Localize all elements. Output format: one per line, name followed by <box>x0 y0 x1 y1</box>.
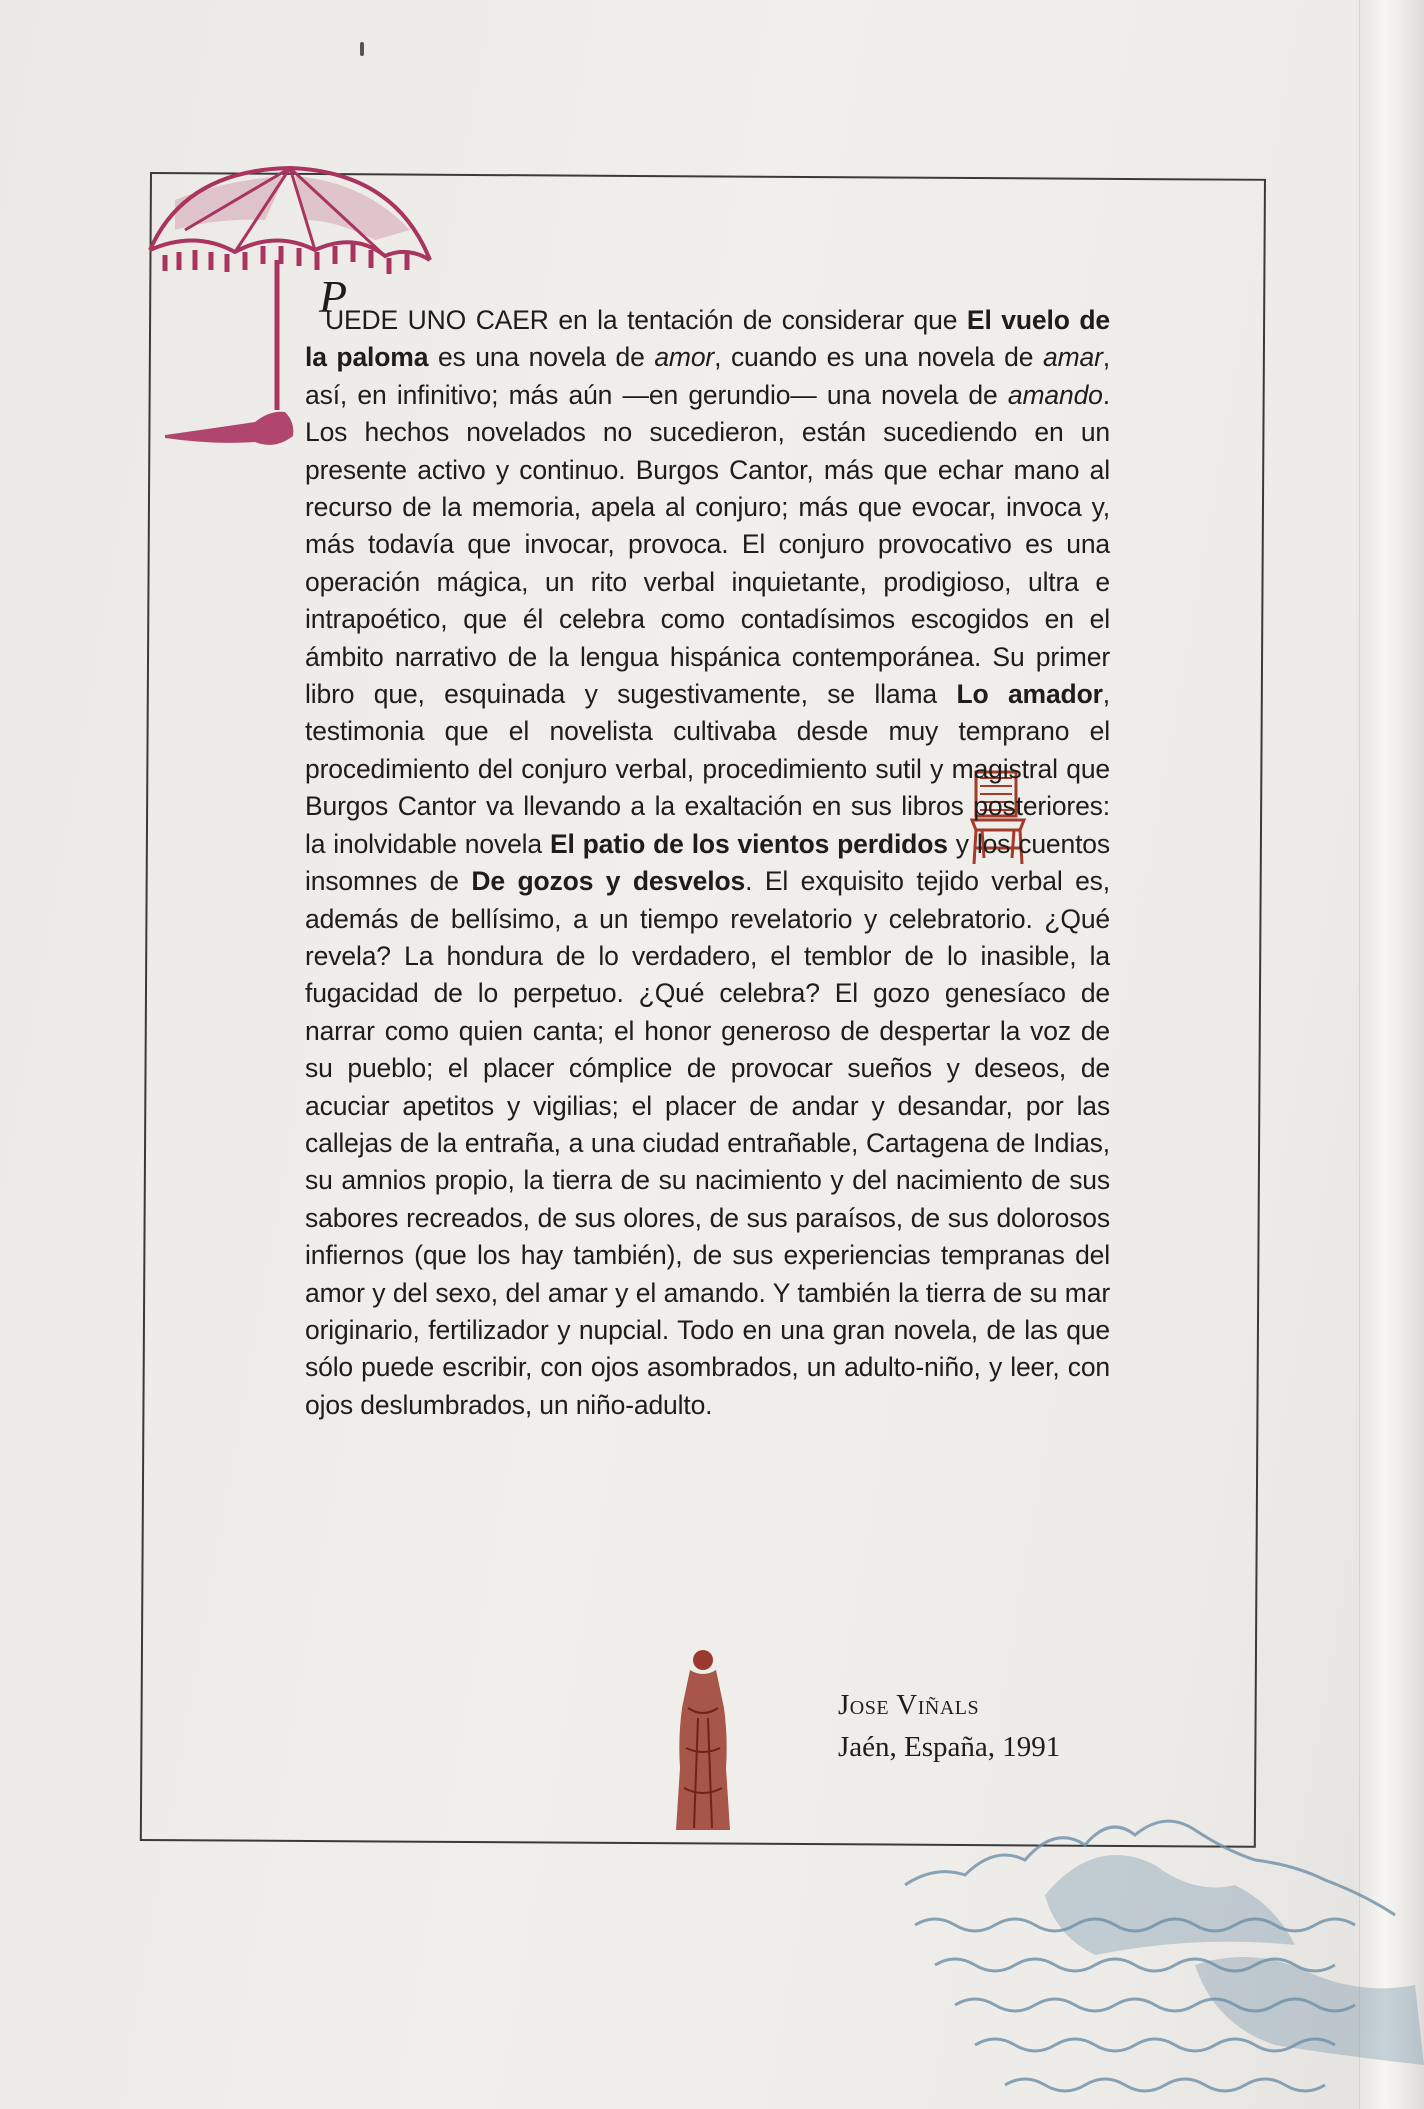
opening-words: UEDE UNO CAER <box>325 305 549 335</box>
word-amar: amar <box>1042 342 1103 373</box>
author-name: Jose Viñals <box>838 1689 980 1721</box>
word-amor: amor <box>654 342 715 373</box>
book-title-vuelo: El vuelo de la paloma <box>305 305 1110 373</box>
waves-illustration <box>895 1805 1424 2109</box>
word-amando: amando <box>1007 379 1103 410</box>
paper-speck <box>360 42 364 56</box>
cloaked-figure-illustration <box>668 1648 738 1833</box>
blurb-span: . El exquisito tejido verbal es, además de bellísimo, a un tiempo revelatorio y celebratorio. ¿Qué revela? La hondura de lo verdadero, el temblor de lo inasible, la fugacidad de lo perpetuo. ¿Qué celebra? El gozo genesíaco de narrar como quien canta; el honor generoso de despertar la voz de su pueblo; el placer cómplice de provocar sueños y deseos, de acuciar apetitos y vigilias; el placer de andar y desandar, por las callejas de la entraña, a una ciudad entrañable, Cartagena de Indias, su amnios propio, la tierra de su nacimiento y del nacimiento de sus sabores recreados, de sus olores, de sus paraísos, de sus dolorosos infiernos (que los hay también), de sus experiencias tempranas del amor y del sexo, del amar y el amando. Y también la tierra de su mar originario, fertilizador y nupcial. Todo en una gran novela, de las que sólo puede escribir, con ojos asombrados, un adulto-niño, y leer, con ojos deslumbrados, un niño-adulto. <box>305 866 1110 1420</box>
book-title-lo-amador: Lo amador <box>956 679 1103 710</box>
blurb-span: . Los hechos novelados no sucedieron, están sucediendo en un presente activo y continuo. Burgos Cantor, más que echar mano al recurso de la memoria, apela al conjuro; más que evocar, invoca y, más todavía que invocar, provoca. El conjuro provocativo es una operación mágica, un rito verbal inquietante, prodigioso, ultra e intrapoético, que él celebra como contadísimos escogidos en el ámbito narrativo de la lengua hispánica contemporánea. Su primer libro que, esquinada y sugestivamente, se llama <box>305 379 1110 710</box>
blurb-span: es una novela de <box>428 342 655 373</box>
book-title-gozos: De gozos y desvelos <box>471 866 746 897</box>
blurb-paragraph <box>305 302 1110 1424</box>
blurb-text <box>305 271 1110 1424</box>
cover-edge <box>1359 0 1424 2109</box>
blurb-span: , así, en infinitivo; más aún —en gerundio— una novela de <box>305 342 1110 410</box>
blurb-span: y los cuentos insomnes de <box>305 828 1110 897</box>
drop-cap: P <box>319 271 347 322</box>
place-date: Jaén, España, 1991 <box>838 1731 1061 1763</box>
blurb-span: , cuando es una novela de <box>714 342 1043 373</box>
signature-block <box>838 1684 1060 1768</box>
blurb-span: , testimonia que el novelista cultivaba desde muy temprano el procedimiento del conjuro verbal, procedimiento sutil y magistral que Burgos Cantor va llevando a la exaltación en sus libros posteriores: la inolvidable novela <box>305 679 1110 859</box>
book-title-patio: El patio de los vientos perdidos <box>549 828 948 859</box>
blurb-span: en la tentación de considerar que <box>548 305 967 335</box>
